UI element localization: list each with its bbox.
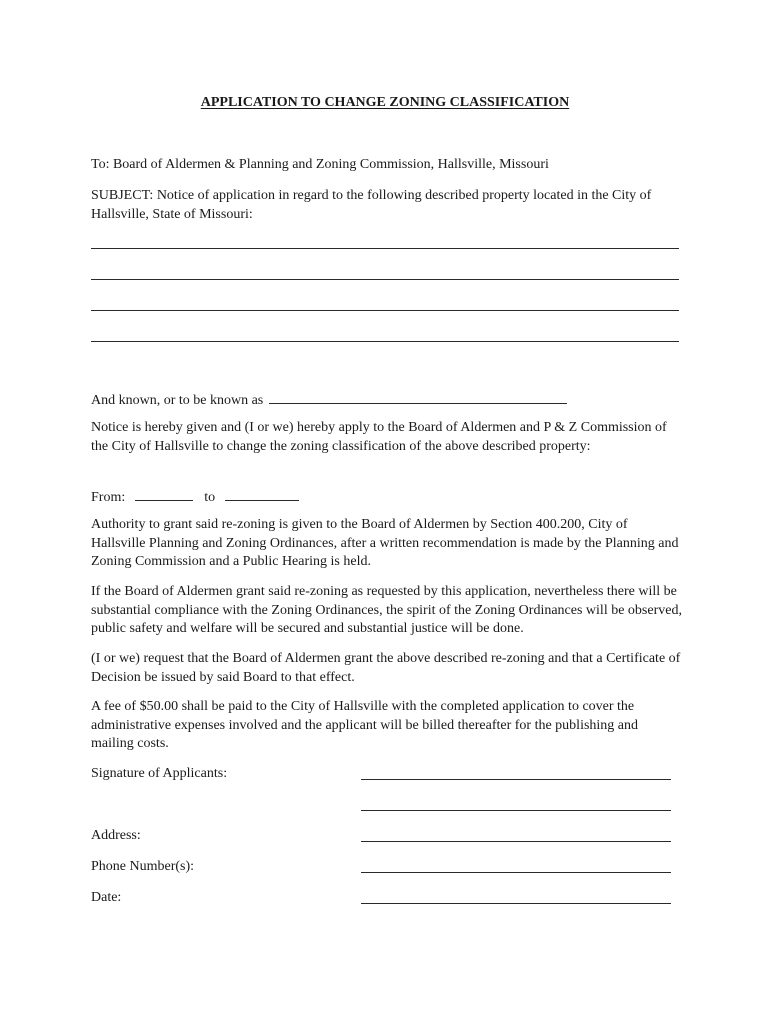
signature-line-1[interactable]: [361, 779, 671, 780]
to-zone-field[interactable]: [225, 486, 299, 501]
phone-line[interactable]: [361, 872, 671, 873]
from-to-row: [91, 486, 301, 508]
document-title: APPLICATION TO CHANGE ZONING CLASSIFICATION: [200, 95, 570, 110]
from-label: From:: [91, 490, 126, 505]
from-zone-field[interactable]: [135, 486, 193, 501]
to-label: to: [204, 490, 216, 505]
fee-paragraph: A fee of $50.00 shall be paid to the City of Hallsville with the completed application to cover the administrative expenses involved and the applicant will be billed thereafter for the publishing and mailing costs.: [91, 699, 639, 751]
compliance-paragraph: If the Board of Aldermen grant said re-zoning as requested by this application, nevertheless there will be substantial compliance with the Zoning Ordinances, the spirit of the Zoning Ordinances will be observed, public safety and welfare will be secured and substantial justice will be done.: [91, 584, 682, 636]
date-label: Date:: [91, 890, 122, 905]
date-line[interactable]: [361, 903, 671, 904]
known-as-label: And known, or to be known as: [91, 393, 264, 408]
signature-label: Signature of Applicants:: [91, 766, 228, 781]
property-description-line-4[interactable]: [91, 341, 679, 342]
subject-paragraph: SUBJECT: Notice of application in regard to the following described property located in the City of Hallsville, State of Missouri:: [91, 188, 652, 222]
signature-line-2[interactable]: [361, 810, 671, 811]
phone-label: Phone Number(s):: [91, 859, 195, 874]
notice-paragraph: Notice is hereby given and (I or we) hereby apply to the Board of Aldermen and P & Z Commission of the City of Hallsville to change the zoning classification of the above described property:: [91, 420, 667, 454]
property-description-line-2[interactable]: [91, 279, 679, 280]
address-label: Address:: [91, 828, 141, 843]
to-line: To: Board of Aldermen & Planning and Zoning Commission, Hallsville, Missouri: [91, 157, 549, 172]
known-as-field[interactable]: [269, 389, 567, 404]
property-description-line-1[interactable]: [91, 248, 679, 249]
property-description-line-3[interactable]: [91, 310, 679, 311]
request-paragraph: (I or we) request that the Board of Aldermen grant the above described re-zoning and that a Certificate of Decision be issued by said Board to that effect.: [91, 651, 681, 685]
known-as-row: [91, 389, 569, 411]
address-line[interactable]: [361, 841, 671, 842]
authority-paragraph: Authority to grant said re-zoning is given to the Board of Aldermen by Section 400.200, City of Hallsville Planning and Zoning Ordinances, after a written recommendation is made by the Planning and Zoning Commission and a Public Hearing is held.: [91, 517, 679, 569]
